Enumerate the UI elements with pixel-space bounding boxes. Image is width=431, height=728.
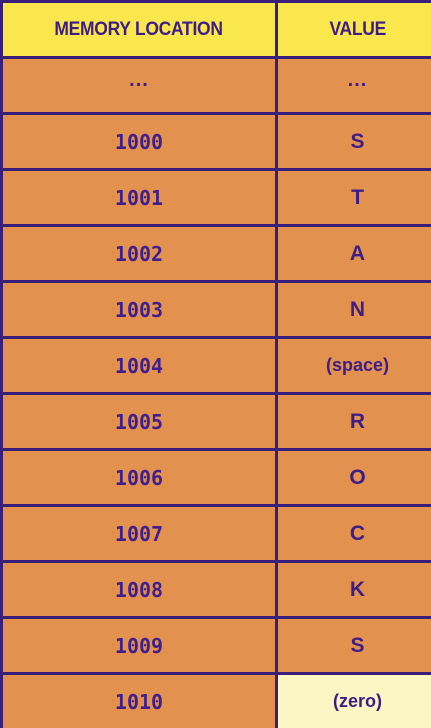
value-1010-terminator: (zero) xyxy=(278,675,431,728)
value-1004: (space) xyxy=(278,339,431,392)
address-1001: 1001 xyxy=(3,171,275,224)
header-memory-location-label: MEMORY LOCATION xyxy=(54,18,224,40)
address-1004: 1004 xyxy=(3,339,275,392)
address-1002: 1002 xyxy=(3,227,275,280)
row-ellipsis-value xyxy=(278,59,431,112)
value-1000: S xyxy=(278,115,431,168)
row-ellipsis-address xyxy=(3,59,275,112)
value-1005: R xyxy=(278,395,431,448)
address-1010: 1010 xyxy=(3,675,275,728)
ellipsis-address: ... xyxy=(129,69,149,91)
header-value xyxy=(278,3,431,56)
header-memory-location xyxy=(3,3,275,56)
value-1002: A xyxy=(278,227,431,280)
address-1008: 1008 xyxy=(3,563,275,616)
value-1008: K xyxy=(278,563,431,616)
header-value-label: VALUE xyxy=(329,18,386,40)
value-1009: S xyxy=(278,619,431,672)
value-1006: O xyxy=(278,451,431,504)
address-1000: 1000 xyxy=(3,115,275,168)
value-1003: N xyxy=(278,283,431,336)
value-1001: T xyxy=(278,171,431,224)
address-1007: 1007 xyxy=(3,507,275,560)
address-1006: 1006 xyxy=(3,451,275,504)
address-1005: 1005 xyxy=(3,395,275,448)
address-1003: 1003 xyxy=(3,283,275,336)
ellipsis-value: ... xyxy=(347,69,368,91)
address-1009: 1009 xyxy=(3,619,275,672)
value-1007: C xyxy=(278,507,431,560)
